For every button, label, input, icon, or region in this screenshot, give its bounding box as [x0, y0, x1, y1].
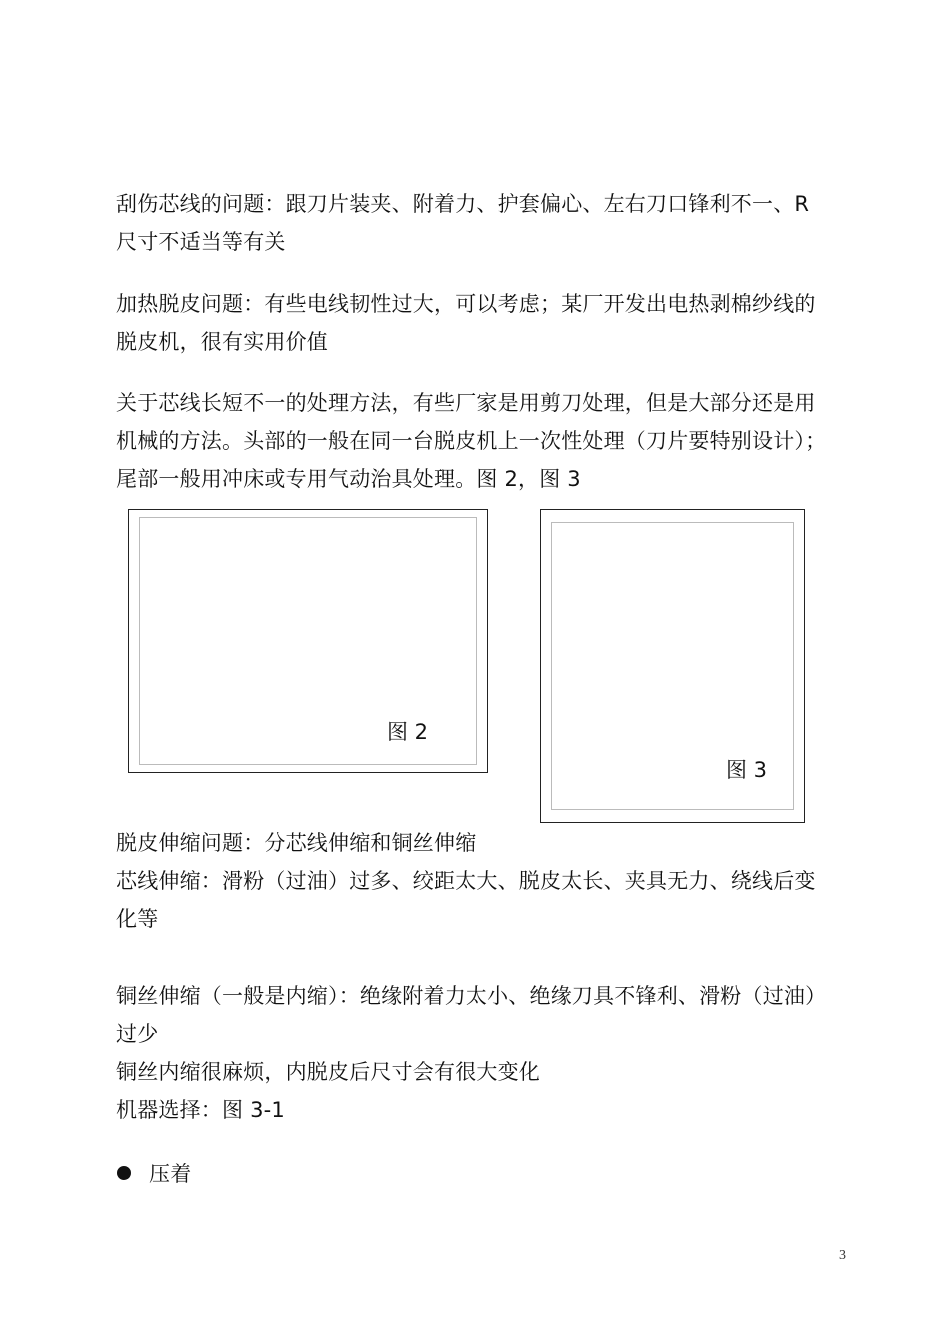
paragraph-scratch-line-2: 尺寸不适当等有关: [116, 230, 286, 254]
stretch-title: 脱皮伸缩问题：分芯线伸缩和铜丝伸缩: [116, 831, 477, 855]
paragraph-core-line-1: 关于芯线长短不一的处理方法，有些厂家是用剪刀处理，但是大部分还是用: [116, 391, 816, 415]
figure-2-caption: 图 2: [387, 720, 429, 744]
paragraph-heat-line-2: 脱皮机，很有实用价值: [116, 330, 328, 354]
bullet-dot-icon: [117, 1166, 131, 1180]
figure-3-caption: 图 3: [726, 758, 768, 782]
copper-shrink-text: 铜丝内缩很麻烦，内脱皮后尺寸会有很大变化: [116, 1060, 540, 1084]
core-stretch-line-1: 芯线伸缩：滑粉（过油）过多、绞距太大、脱皮太长、夹具无力、绕线后变: [116, 869, 816, 893]
bullet-item-label: 压着: [149, 1162, 192, 1186]
figure-2-frame: [128, 509, 488, 773]
paragraph-core-line-2: 机械的方法。头部的一般在同一台脱皮机上一次性处理（刀片要特别设计）；: [116, 429, 827, 453]
paragraph-core-line-3: 尾部一般用冲床或专用气动治具处理。图 2，图 3: [116, 467, 581, 491]
machine-select-text: 机器选择：图 3-1: [116, 1098, 285, 1122]
copper-stretch-line-1: 铜丝伸缩（一般是内缩）：绝缘附着力太小、绝缘刀具不锋利、滑粉（过油）: [116, 984, 827, 1008]
page-number: 3: [839, 1248, 846, 1263]
paragraph-scratch-line-1: 刮伤芯线的问题：跟刀片装夹、附着力、护套偏心、左右刀口锋利不一、R: [116, 192, 810, 216]
paragraph-heat-line-1: 加热脱皮问题：有些电线韧性过大，可以考虑；某厂开发出电热剥棉纱线的: [116, 292, 816, 316]
figure-3-frame: [540, 509, 805, 823]
core-stretch-line-2: 化等: [116, 907, 159, 931]
copper-stretch-line-2: 过少: [116, 1022, 159, 1046]
